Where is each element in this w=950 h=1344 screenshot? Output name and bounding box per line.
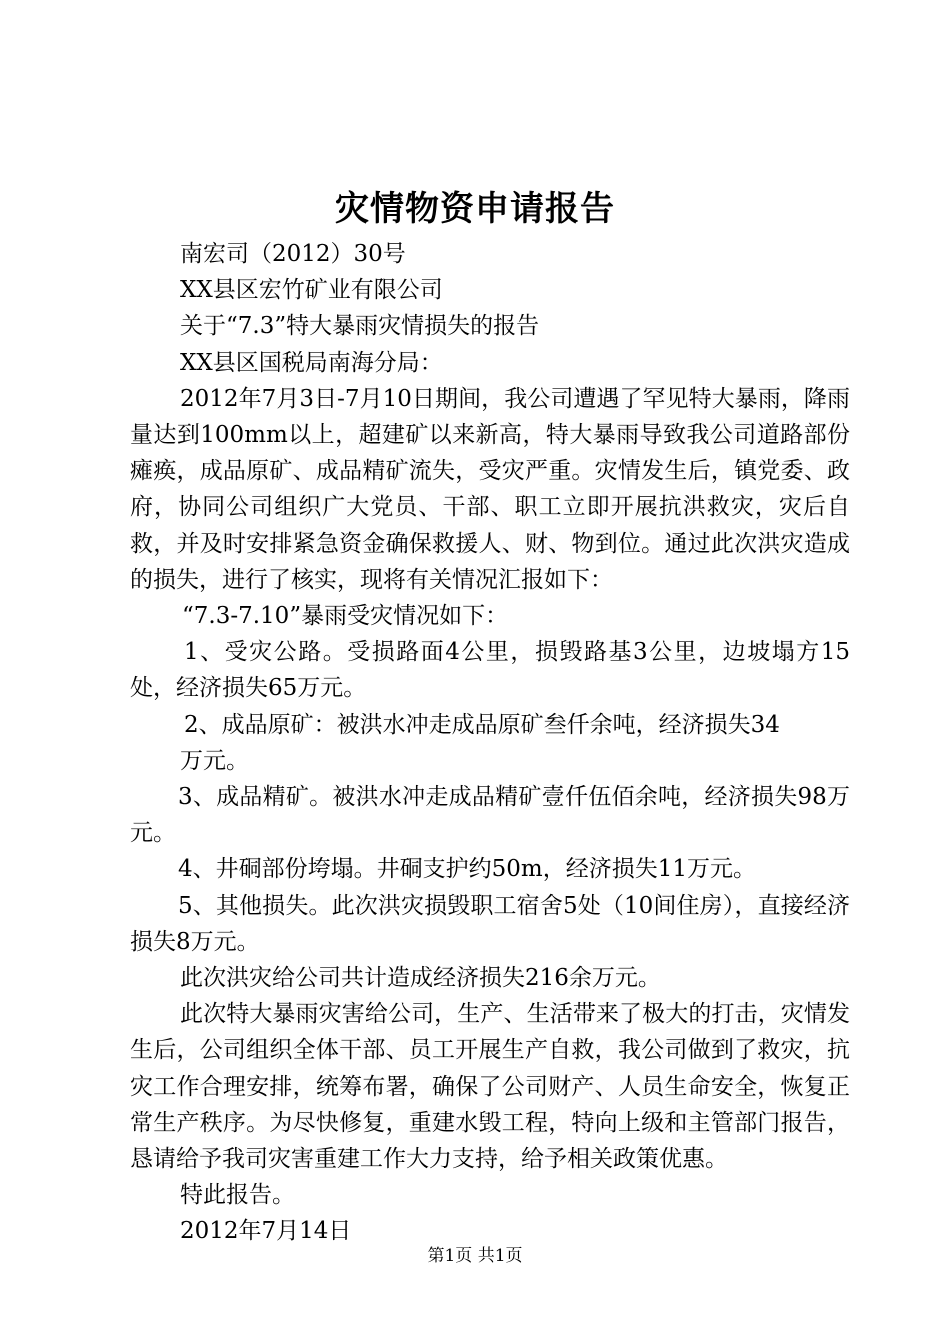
recipient: XX县区国税局南海分局： (180, 349, 443, 376)
intro-paragraph: 2012年7月3日-7月10日期间，我公司遭遇了罕见特大暴雨，降雨量达到100mm以上，超建矿以来新高，特大暴雨导致我公司道路部份瘫痪，成品原矿、成品精矿流失，受灾严重。灾情发生后，镇党委、政府，协同公司组织广大党员、干部、职工立即开展抗洪救灾，灾后自救，并及时安排紧急资金确保救援人、财、物到位。通过此次洪灾造成的损失，进行了核实，现将有关情况汇报如下： (130, 385, 850, 593)
section-heading: “7.3-7.10”暴雨受灾情况如下： (182, 603, 509, 630)
loss-item-5: 5、其他损失。此次洪灾损毁职工宿舍5处（10间住房），直接经济损失8万元。 (130, 892, 850, 955)
loss-item-2-continued: 万元。 (180, 747, 249, 774)
document-title: 灾情物资申请报告 (335, 189, 615, 229)
loss-item-2: 2、成品原矿：被洪水冲走成品原矿叁仟余吨，经济损失34 (184, 711, 780, 738)
page-footer: 第1页 共1页 (427, 1246, 523, 1266)
document-body (130, 236, 850, 1250)
company-name: XX县区宏竹矿业有限公司 (180, 277, 443, 304)
report-date: 2012年7月14日 (180, 1218, 352, 1245)
loss-item-3: 3、成品精矿。被洪水冲走成品精矿壹仟伍佰余吨，经济损失98万元。 (130, 784, 850, 847)
report-subject: 关于“7.3”特大暴雨灾情损失的报告 (180, 313, 540, 340)
loss-item-4: 4、井硐部份垮塌。井硐支护约50m，经济损失11万元。 (178, 856, 756, 883)
total-loss: 此次洪灾给公司共计造成经济损失216余万元。 (180, 965, 661, 992)
loss-item-1: 1、受灾公路。受损路面4公里，损毁路基3公里，边坡塌方15处，经济损失65万元。 (130, 639, 850, 702)
document-number: 南宏司（2012）30号 (180, 241, 406, 267)
request-paragraph: 此次特大暴雨灾害给公司，生产、生活带来了极大的打击，灾情发生后，公司组织全体干部、员工开展生产自救，我公司做到了救灾，抗灾工作合理安排，统筹布署，确保了公司财产、人员生命安全，恢复正常生产秩序。为尽快修复，重建水毁工程，特向上级和主管部门报告，恳请给予我司灾害重建工作大力支持，给予相关政策优惠。 (130, 1001, 850, 1173)
closing: 特此报告。 (180, 1182, 295, 1209)
